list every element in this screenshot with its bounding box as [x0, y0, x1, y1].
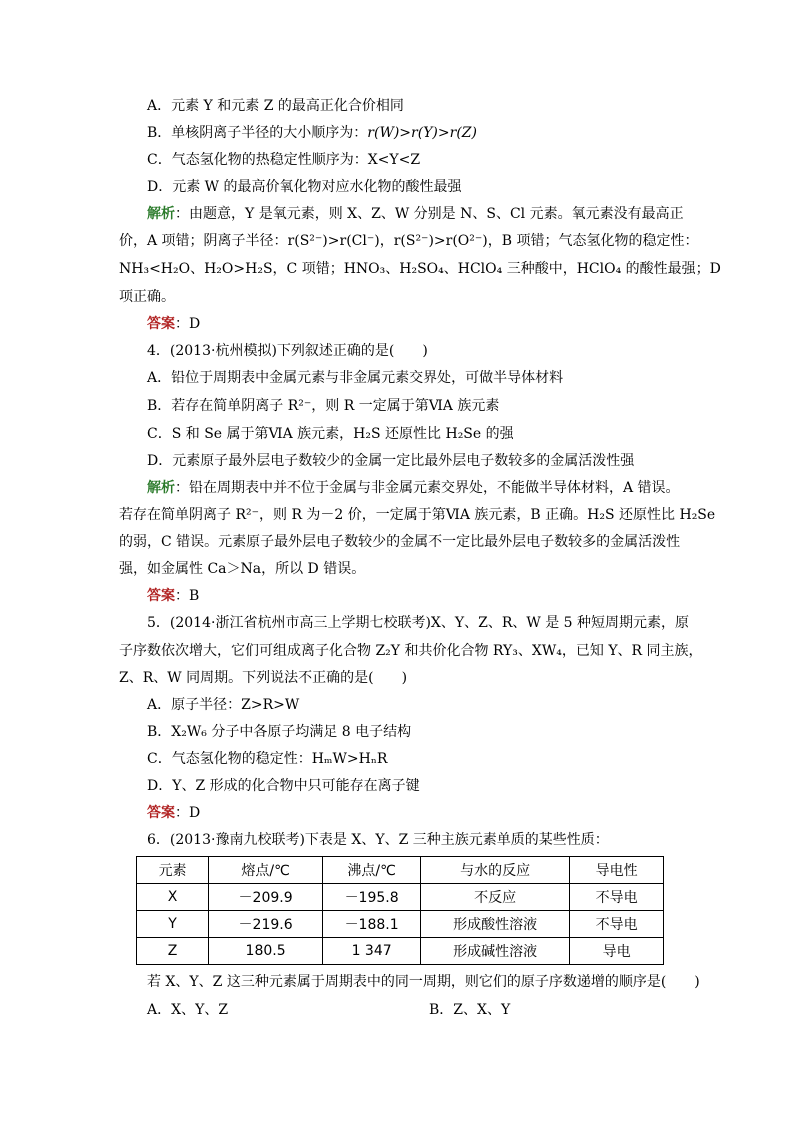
q5-stem-line-3: Z、R、W 同周期。下列说法不正确的是( ): [119, 670, 408, 686]
table-cell: 不导电: [570, 884, 664, 911]
q4-analysis-line-3: 的弱，C 错误。元素原子最外层电子数较少的金属不一定比最外层电子数较多的金属活泼性: [119, 534, 681, 550]
q3-option-b-expr: r(W)>r(Y)>r(Z): [367, 125, 477, 141]
table-cell: －188.1: [323, 911, 421, 938]
q4-analysis-line-4: 强，如金属性 Ca＞Na，所以 D 错误。: [119, 561, 366, 577]
q3-answer-value: ：D: [175, 316, 201, 332]
q4-option-c: C．S 和 Se 属于第ⅥA 族元素，H₂S 还原性比 H₂Se 的强: [147, 426, 514, 442]
table-cell: 导电: [570, 938, 664, 965]
q5-answer-value: ：D: [175, 805, 201, 821]
q6-question: 若 X、Y、Z 这三种元素属于周期表中的同一周期，则它们的原子序数递增的顺序是( ): [147, 974, 700, 990]
q3-analysis-text-1: ：由题意，Y 是氧元素，则 X、Z、W 分别是 N、S、Cl 元素。氧元素没有最高正: [175, 206, 684, 222]
table-cell: 形成酸性溶液: [421, 911, 570, 938]
q5-option-a: A．原子半径：Z>R>W: [147, 697, 300, 713]
q5-answer: [147, 803, 200, 823]
table-cell: －209.9: [209, 884, 323, 911]
table-cell: 1 347: [323, 938, 421, 965]
q4-analysis-text-1: ：铅在周期表中并不位于金属与非金属元素交界处，不能做半导体材料，A 错误。: [175, 480, 680, 496]
q4-answer: [147, 586, 199, 606]
q5-stem-line-2: 子序数依次增大，它们可组成离子化合物 Z₂Y 和共价化合物 RY₃、XW₄，已知 Y、R 同主族，: [119, 643, 703, 659]
table-row: [137, 911, 664, 938]
q3-option-c: C．气态氢化物的热稳定性顺序为：X<Y<Z: [147, 152, 421, 168]
q3-analysis-line-1: [147, 204, 684, 224]
q3-answer: [147, 314, 200, 334]
table-header: 导电性: [570, 857, 664, 884]
q6-stem: 6．(2013·豫南九校联考)下表是 X、Y、Z 三种主族元素单质的某些性质：: [147, 832, 609, 848]
table-header: 与水的反应: [421, 857, 570, 884]
table-row: [137, 884, 664, 911]
table-header-row: [137, 857, 664, 884]
answer-label: 答案: [147, 316, 175, 332]
q5-option-b: B．X₂W₆ 分子中各原子均满足 8 电子结构: [147, 724, 412, 740]
q3-analysis-line-4: 项正确。: [119, 289, 175, 305]
q4-option-b: B．若存在简单阴离子 R²⁻，则 R 一定属于第ⅥA 族元素: [147, 398, 500, 414]
table-cell: Y: [137, 911, 209, 938]
q5-option-c: C．气态氢化物的稳定性：HₘW>HₙR: [147, 751, 388, 767]
table-cell: 不导电: [570, 911, 664, 938]
q5-option-d: D．Y、Z 形成的化合物中只可能存在离子键: [147, 778, 420, 794]
table-cell: Z: [137, 938, 209, 965]
q3-option-b-text: B．单核阴离子半径的大小顺序为：: [147, 125, 368, 141]
q5-stem-line-1: 5．(2014·浙江省杭州市高三上学期七校联考)X、Y、Z、R、W 是 5 种短周期元素，原: [147, 615, 690, 631]
q3-option-a: A．元素 Y 和元素 Z 的最高正化合价相同: [147, 98, 404, 114]
q3-option-d: D．元素 W 的最高价氧化物对应水化物的酸性最强: [147, 179, 462, 195]
table-cell: X: [137, 884, 209, 911]
q4-option-d: D．元素原子最外层电子数较少的金属一定比最外层电子数较多的金属活泼性强: [147, 453, 635, 469]
table-cell: 形成碱性溶液: [421, 938, 570, 965]
analysis-label: 解析: [147, 480, 175, 496]
answer-label: 答案: [147, 805, 175, 821]
table-cell: －195.8: [323, 884, 421, 911]
q6-properties-table: [136, 856, 664, 965]
q3-analysis-line-2: 价，A 项错；阴离子半径：r(S²⁻)>r(Cl⁻)，r(S²⁻)>r(O²⁻)，B 项错；气态氢化物的稳定性：: [119, 233, 699, 249]
q3-analysis-line-3: NH₃<H₂O、H₂O>H₂S，C 项错；HNO₃、H₂SO₄、HClO₄ 三种酸中，HClO₄ 的酸性最强；D: [119, 261, 721, 277]
q4-analysis-line-1: [147, 478, 680, 498]
q6-option-b: B．Z、X、Y: [429, 1002, 511, 1018]
table-cell: 180.5: [209, 938, 323, 965]
table-header: 熔点/℃: [209, 857, 323, 884]
answer-label: 答案: [147, 588, 175, 604]
q4-analysis-line-2: 若存在简单阴离子 R²⁻，则 R 为－2 价，一定属于第ⅥA 族元素，B 正确。H₂S 还原性比 H₂Se: [119, 507, 716, 523]
analysis-label: 解析: [147, 206, 175, 222]
q4-stem: 4．(2013·杭州模拟)下列叙述正确的是( ): [147, 343, 428, 359]
table-row: [137, 938, 664, 965]
table-cell: －219.6: [209, 911, 323, 938]
q4-option-a: A．铅位于周期表中金属元素与非金属元素交界处，可做半导体材料: [147, 370, 564, 386]
q6-option-a: A．X、Y、Z: [147, 1002, 229, 1018]
q3-option-b: [147, 123, 477, 143]
q4-answer-value: ：B: [175, 588, 200, 604]
table-header: 沸点/℃: [323, 857, 421, 884]
table-cell: 不反应: [421, 884, 570, 911]
table-header: 元素: [137, 857, 209, 884]
